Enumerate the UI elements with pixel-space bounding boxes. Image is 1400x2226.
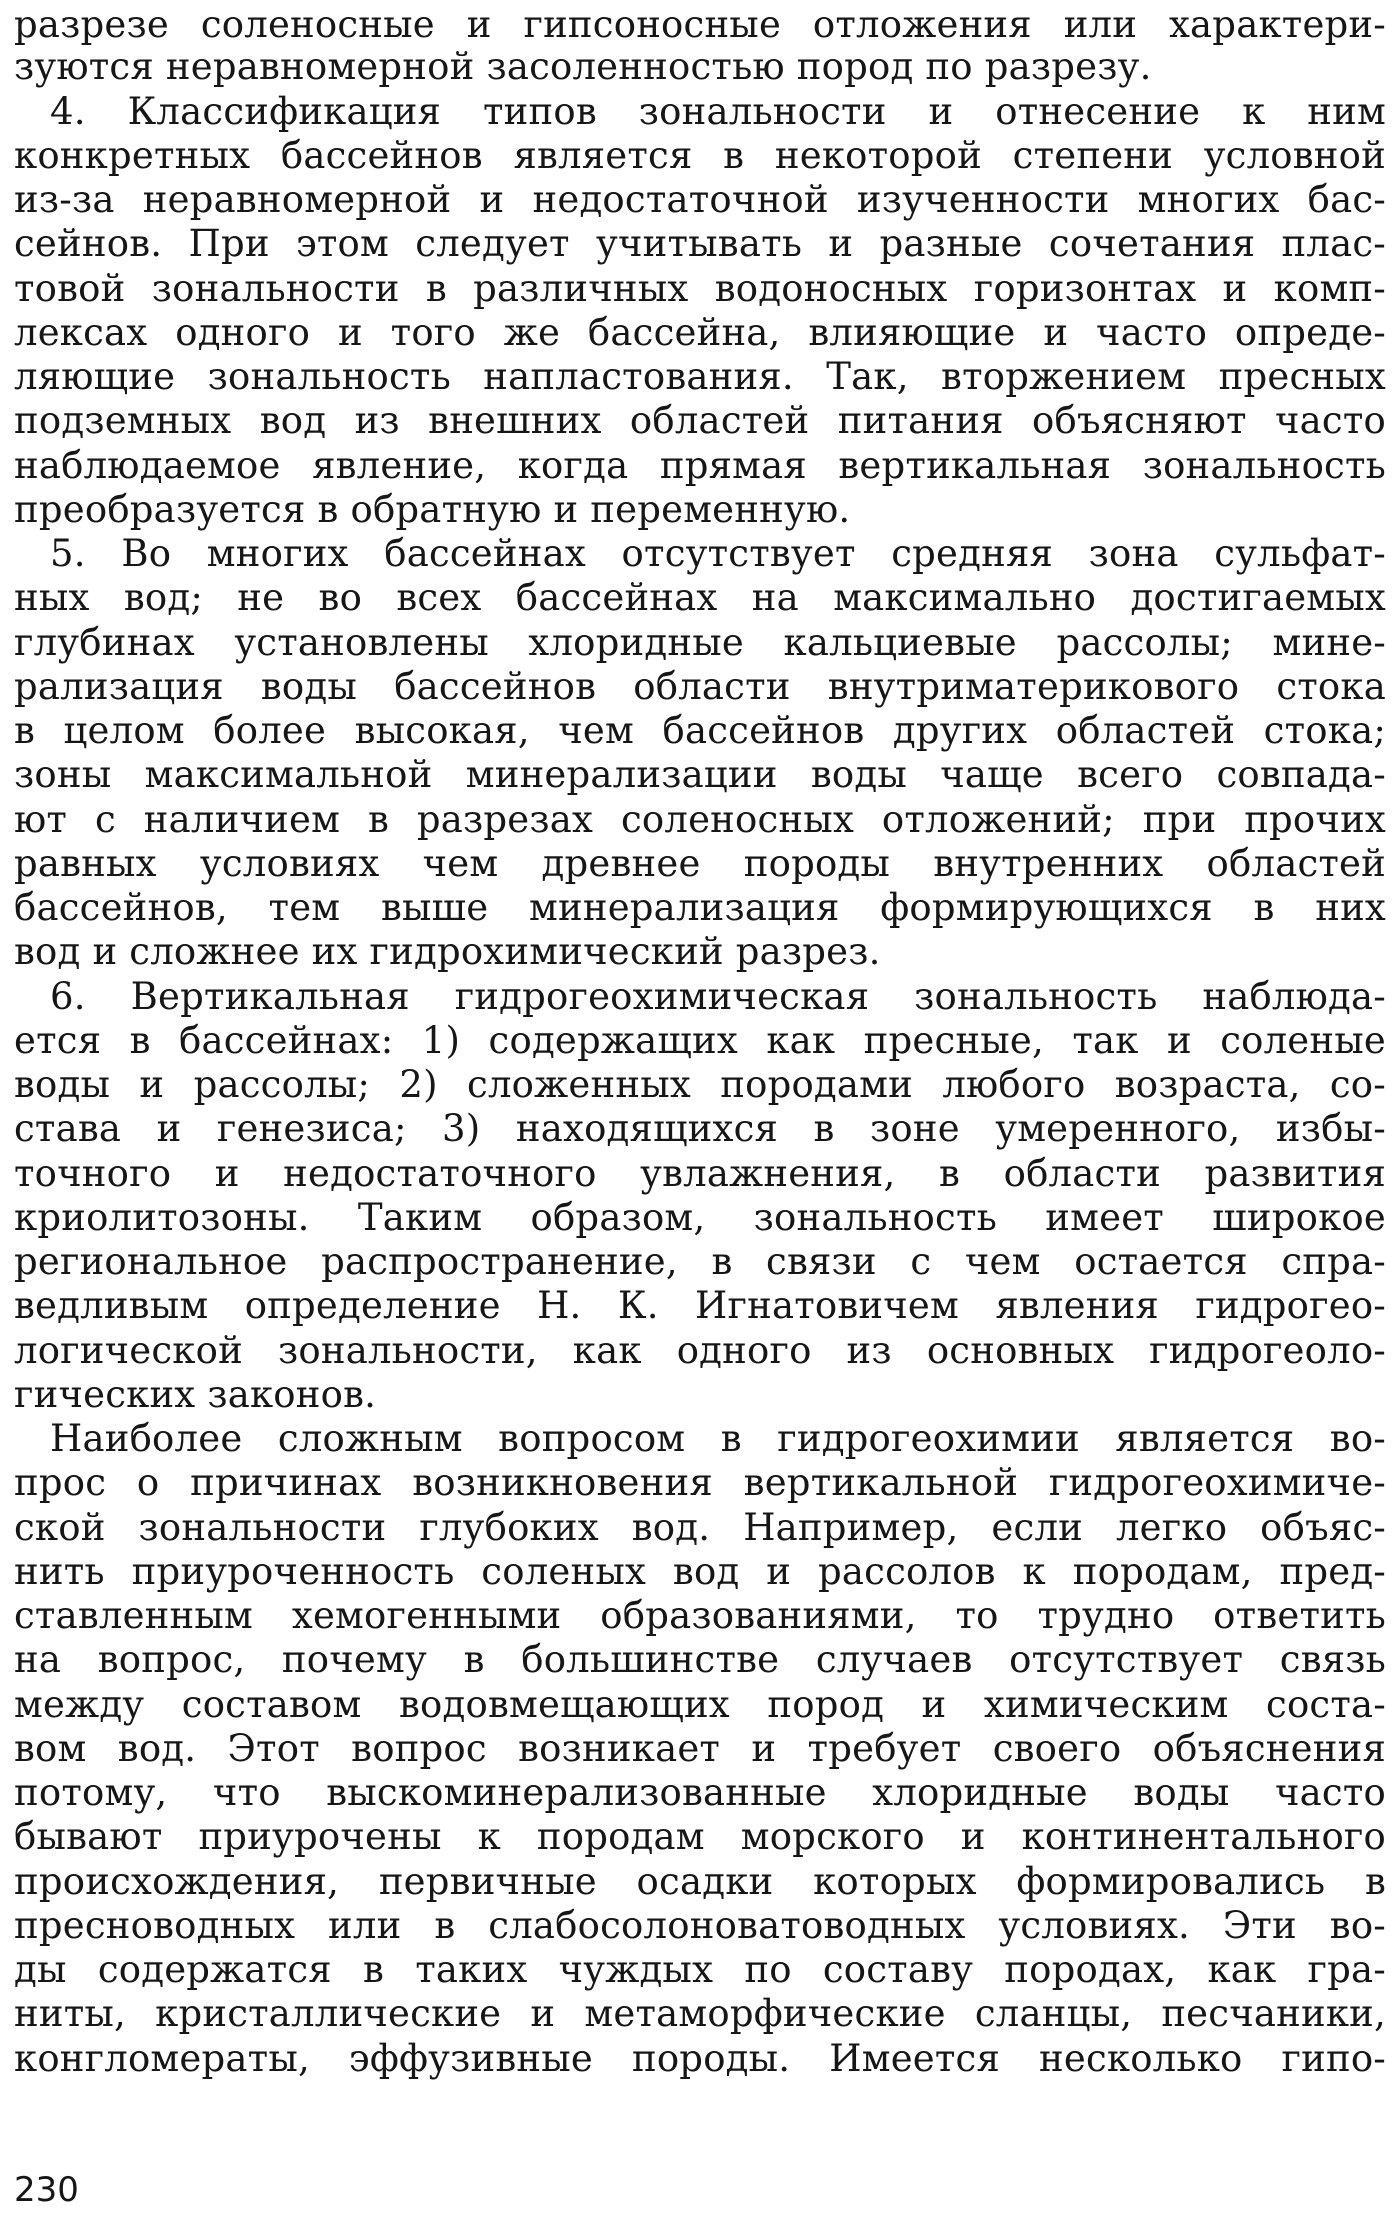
- text-line: между составом водовмещающих пород и химическим соста-: [14, 1683, 1386, 1726]
- text-line: криолитозоны. Таким образом, зональность имеет широкое: [14, 1196, 1386, 1239]
- text-line: потому, что выскоминерализованные хлоридные воды часто: [14, 1771, 1386, 1814]
- paragraph-start-line: 5. Во многих бассейнах отсутствует средняя зона сульфат-: [50, 532, 1386, 575]
- text-line: бассейнов, тем выше минерализация формирующихся в них: [14, 886, 1386, 929]
- text-line: пресноводных или в слабосолоноватоводных условиях. Эти во-: [14, 1904, 1386, 1947]
- paragraph-start-line: 6. Вертикальная гидрогеохимическая зональность наблюда-: [50, 975, 1386, 1018]
- text-line: ды содержатся в таких чуждых по составу породах, как гра-: [14, 1948, 1386, 1991]
- text-line: преобразуется в обратную и переменную.: [14, 488, 851, 531]
- text-line: конкретных бассейнов является в некоторой степени условной: [14, 134, 1386, 177]
- page-number: 230: [14, 2170, 79, 2210]
- text-line: ется в бассейнах: 1) содержащих как пресные, так и соленые: [14, 1019, 1386, 1062]
- text-line: в целом более высокая, чем бассейнов других областей стока;: [14, 709, 1386, 752]
- paragraph-start-line: Наиболее сложным вопросом в гидрогеохимии является во-: [50, 1417, 1386, 1460]
- text-line: равных условиях чем древнее породы внутренних областей: [14, 842, 1386, 885]
- text-line: региональное распространение, в связи с чем остается спра-: [14, 1240, 1386, 1283]
- text-line: става и генезиса; 3) находящихся в зоне умеренного, избы-: [14, 1107, 1386, 1150]
- text-line: разрезе соленосные и гипсоносные отложения или характери-: [14, 3, 1386, 46]
- text-line: вод и сложнее их гидрохимический разрез.: [14, 930, 881, 973]
- text-line: сейнов. При этом следует учитывать и разные сочетания плас-: [14, 222, 1386, 265]
- text-line: на вопрос, почему в большинстве случаев отсутствует связь: [14, 1638, 1386, 1681]
- text-line: глубинах установлены хлоридные кальциевые рассолы; мине-: [14, 621, 1386, 664]
- text-line: рализация воды бассейнов области внутриматерикового стока: [14, 665, 1386, 708]
- text-line: ставленным хемогенными образованиями, то трудно ответить: [14, 1594, 1386, 1637]
- text-line: наблюдаемое явление, когда прямая вертикальная зональность: [14, 444, 1386, 487]
- text-line: прос о причинах возникновения вертикальной гидрогеохимиче-: [14, 1461, 1386, 1504]
- text-line: подземных вод из внешних областей питания объясняют часто: [14, 399, 1386, 442]
- book-page: [14, 0, 1386, 2226]
- paragraph-start-line: 4. Классификация типов зональности и отнесение к ним: [50, 90, 1386, 133]
- text-line: зуются неравномерной засоленностью пород по разрезу.: [14, 45, 1152, 88]
- text-line: нить приуроченность соленых вод и рассолов к породам, пред-: [14, 1550, 1386, 1593]
- text-line: ных вод; не во всех бассейнах на максимально достигаемых: [14, 576, 1386, 619]
- text-line: зоны максимальной минерализации воды чаще всего совпада-: [14, 753, 1386, 796]
- text-line: ляющие зональность напластования. Так, вторжением пресных: [14, 355, 1386, 398]
- text-line: ют с наличием в разрезах соленосных отложений; при прочих: [14, 798, 1386, 841]
- text-line: ниты, кристаллические и метаморфические сланцы, песчаники,: [14, 1992, 1386, 2035]
- text-line: точного и недостаточного увлажнения, в области развития: [14, 1152, 1386, 1195]
- text-line: ведливым определение Н. К. Игнатовичем явления гидрогео-: [14, 1284, 1386, 1327]
- text-line: гических законов.: [14, 1373, 377, 1416]
- text-line: лексах одного и того же бассейна, влияющие и часто опреде-: [14, 311, 1386, 354]
- text-line: вом вод. Этот вопрос возникает и требует своего объяснения: [14, 1727, 1386, 1770]
- text-line: воды и рассолы; 2) сложенных породами любого возраста, со-: [14, 1063, 1386, 1106]
- text-line: товой зональности в различных водоносных горизонтах и комп-: [14, 267, 1386, 310]
- text-line: бывают приурочены к породам морского и континентального: [14, 1815, 1386, 1858]
- text-line: ской зональности глубоких вод. Например, если легко объяс-: [14, 1506, 1386, 1549]
- text-line: логической зональности, как одного из основных гидрогеоло-: [14, 1329, 1386, 1372]
- text-line: происхождения, первичные осадки которых формировались в: [14, 1860, 1386, 1903]
- text-line: из-за неравномерной и недостаточной изученности многих бас-: [14, 178, 1386, 221]
- text-line: конгломераты, эффузивные породы. Имеется несколько гипо-: [14, 2037, 1386, 2080]
